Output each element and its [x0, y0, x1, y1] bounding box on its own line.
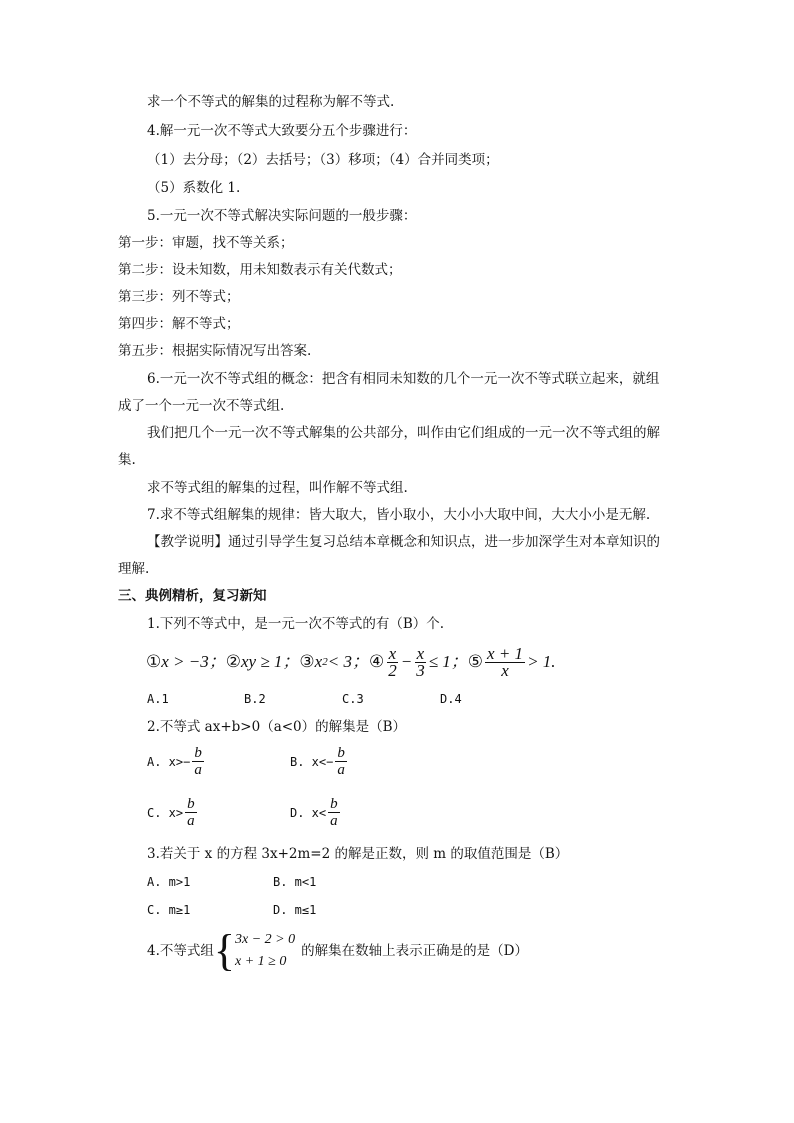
option-b: B. x<− $\frac{b}{a}$ — [290, 745, 345, 778]
section-heading: 三、典例精析，复习新知 — [118, 588, 267, 604]
option-c: C. m≥1 — [147, 903, 191, 917]
option-d: D. m≤1 — [273, 903, 317, 917]
inequality-system: 3x − 2 > 0 x + 1 ≥ 0 — [235, 932, 296, 969]
text-line: 4.解一元一次不等式大致要分五个步骤进行： — [147, 123, 417, 139]
text-line: 第二步：设未知数，用未知数表示有关代数式； — [118, 262, 402, 278]
option-d: D. x< $\frac{b}{a}$ — [290, 796, 338, 829]
option-a: A. x>− $\frac{b}{a}$ — [147, 745, 202, 778]
text-line: 第五步：根据实际情况写出答案. — [118, 343, 312, 359]
text-line: 理解. — [118, 561, 150, 577]
question-3-stem: 3.若关于 x 的方程 3x+2m=2 的解是正数，则 m 的取值范围是（B） — [147, 846, 569, 862]
option-c: C.3 — [342, 692, 364, 706]
text-line: 5.一元一次不等式解决实际问题的一般步骤： — [147, 208, 417, 224]
question-1-stem: 1.下列不等式中，是一元一次不等式的有（B）个. — [147, 616, 445, 632]
text-line: 6.一元一次不等式组的概念：把含有相同未知数的几个一元一次不等式联立起来，就组 — [147, 371, 660, 387]
text-line: 集. — [118, 452, 136, 468]
text-line: 求不等式组的解集的过程，叫作解不等式组. — [147, 480, 408, 496]
option-d: D.4 — [440, 692, 462, 706]
option-a: A. m>1 — [147, 875, 191, 889]
text-line: 【教学说明】通过引导学生复习总结本章概念和知识点，进一步加深学生对本章知识的 — [147, 534, 660, 550]
text-line: 求一个不等式的解集的过程称为解不等式. — [147, 94, 395, 110]
option-b: B. m<1 — [273, 875, 317, 889]
brace-symbol: { — [213, 926, 236, 975]
option-b: B.2 — [244, 692, 266, 706]
text-line: 我们把几个一元一次不等式解集的公共部分，叫作由它们组成的一元一次不等式组的解 — [147, 425, 660, 441]
text-line: 第三步：列不等式； — [118, 289, 240, 305]
option-c: C. x> $\frac{b}{a}$ — [147, 796, 195, 829]
text-line: 7.求不等式组解集的规律：皆大取大，皆小取小，大小小大取中间，大大小小是无解. — [147, 507, 651, 523]
text-line: 成了一个一元一次不等式组. — [118, 398, 285, 414]
question-1-expression: ① x > −3； ② xy ≥ 1； ③ x 2 < 3； ④ $\frac{x}{2}$ − $\frac{x}{3}$ ≤ 1； ⑤ $\frac{x + 1}{x}$ > 1. — [146, 643, 556, 680]
text-line: 第一步：审题，找不等关系； — [118, 235, 294, 251]
question-4-stem: 4.不等式组 { 3x − 2 > 0 x + 1 ≥ 0 的解集在数轴上表示正确是的是（D） — [147, 926, 528, 975]
text-line: （5）系数化 1. — [147, 180, 241, 196]
option-a: A.1 — [147, 692, 169, 706]
text-line: （1）去分母；（2）去括号；（3）移项；（4）合并同类项； — [147, 152, 499, 168]
text-line: 第四步：解不等式； — [118, 316, 240, 332]
question-2-stem: 2.不等式 ax+b>0（a<0）的解集是（B） — [147, 719, 407, 735]
